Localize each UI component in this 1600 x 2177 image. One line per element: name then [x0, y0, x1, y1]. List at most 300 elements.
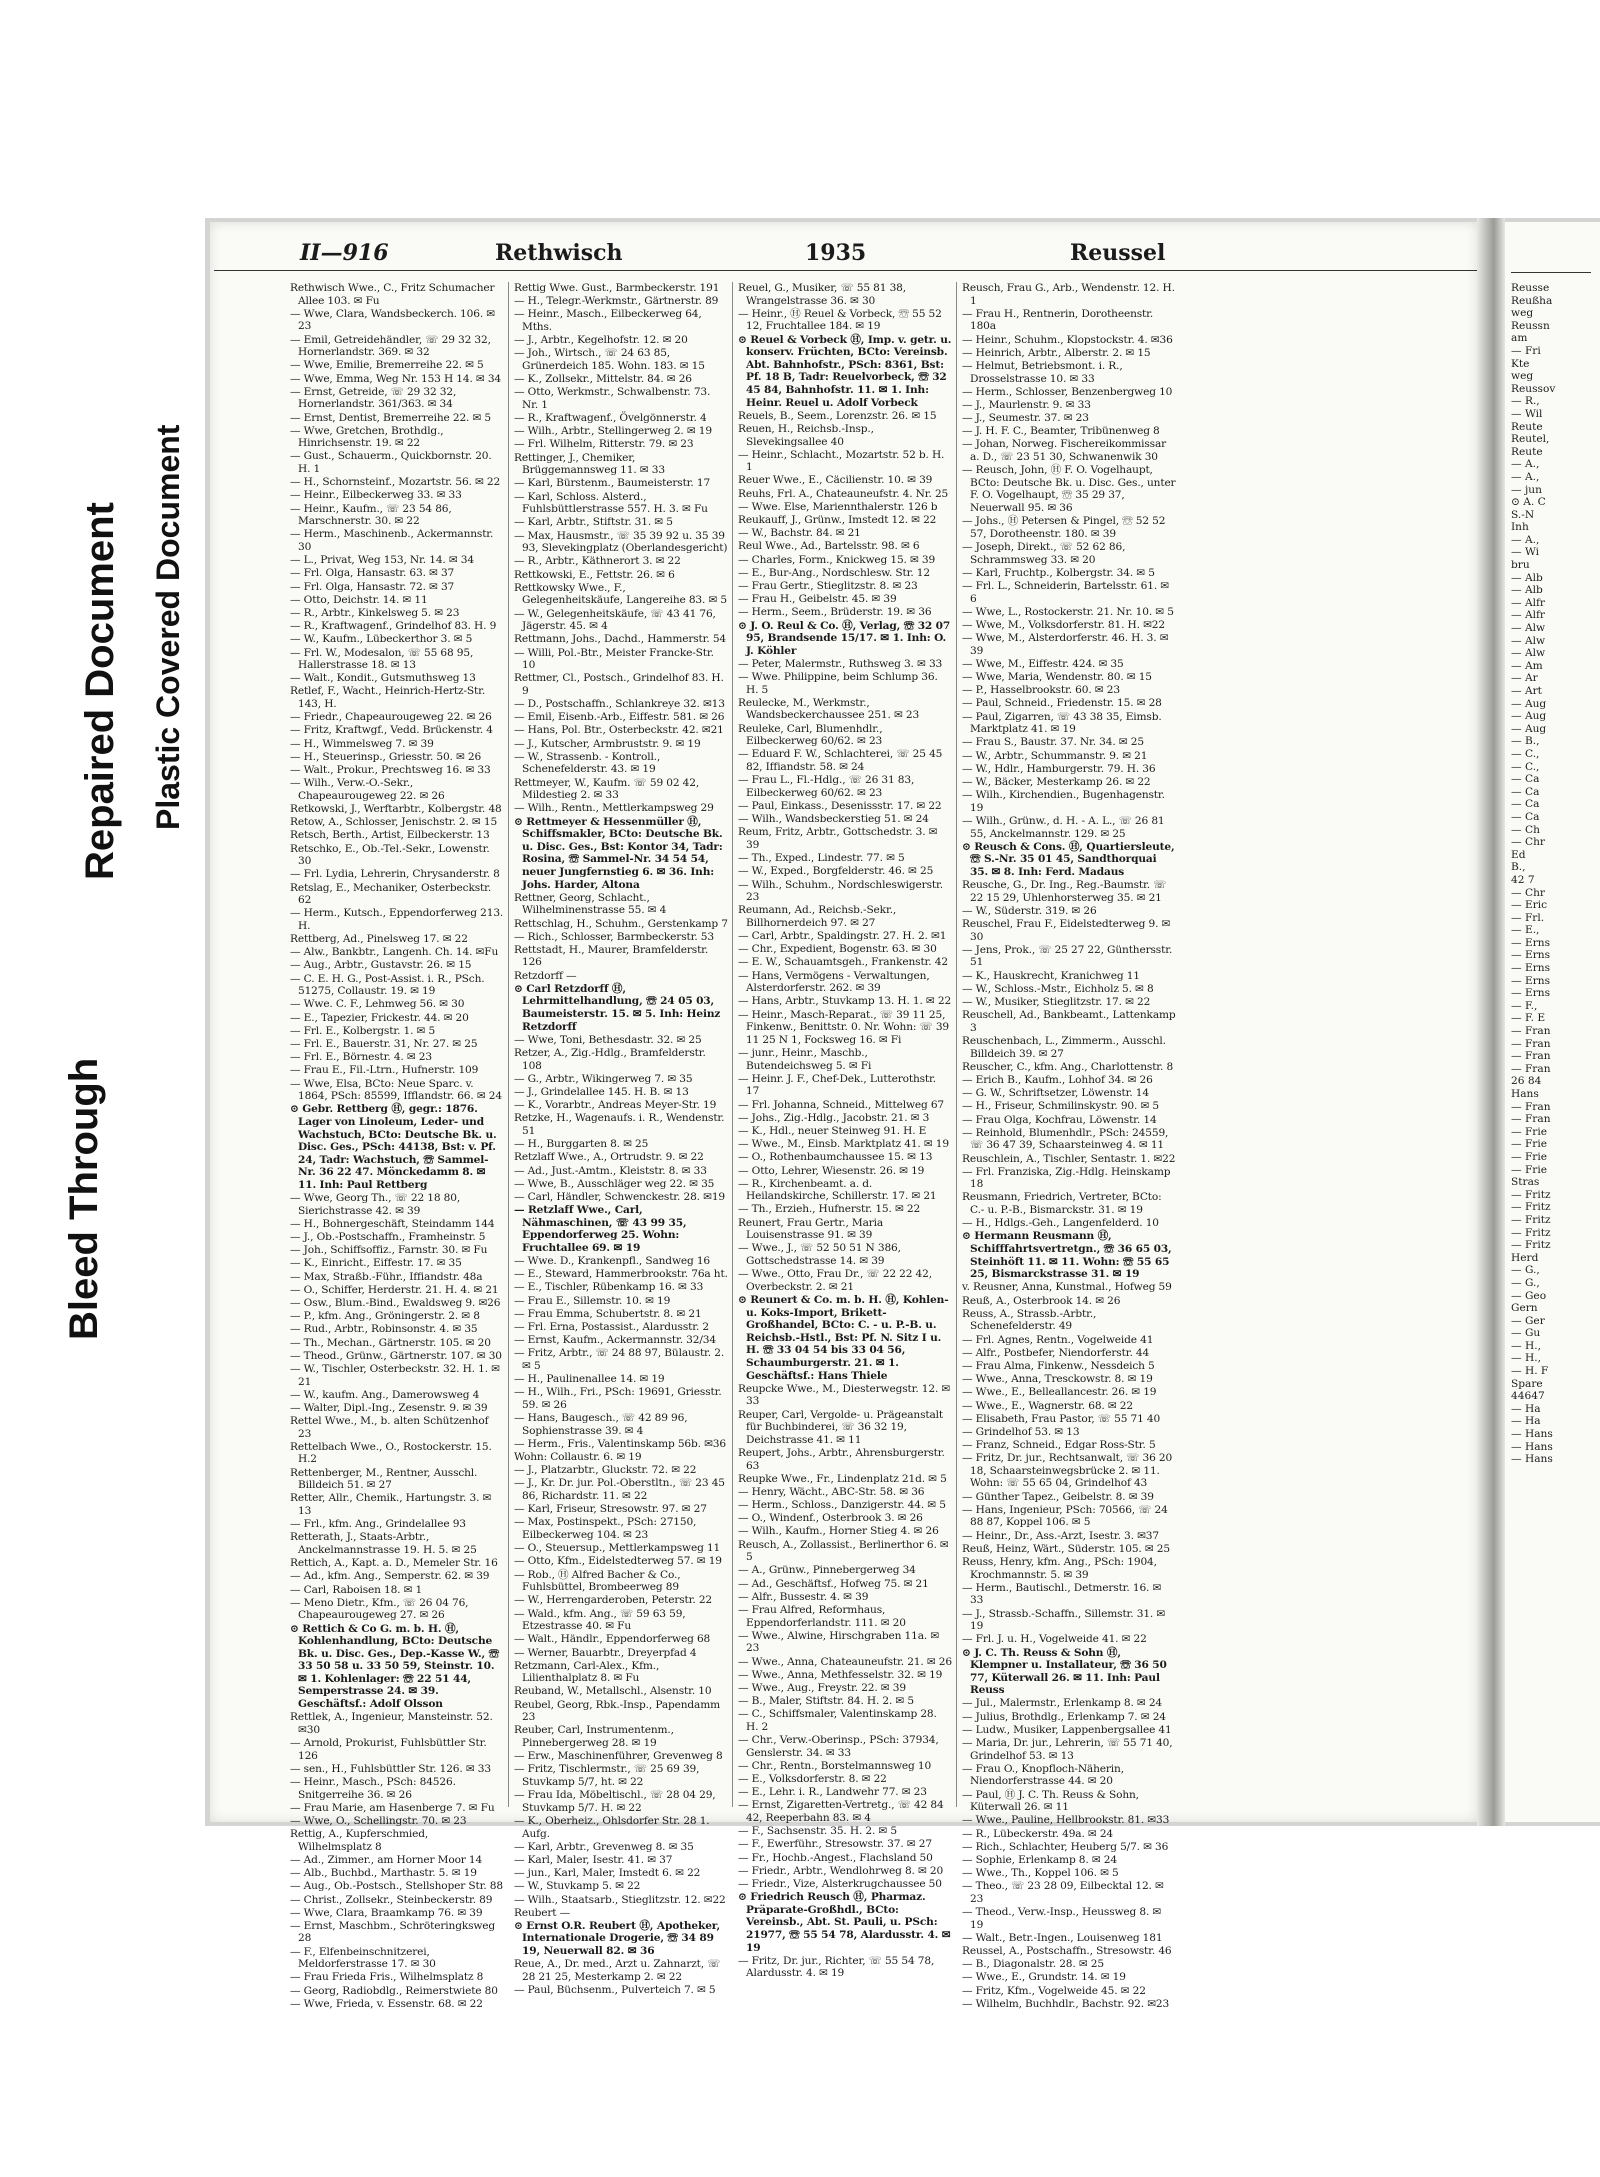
- directory-entry: — Frau E., Fil.-Ltrn., Hufnerstr. 109: [290, 1064, 479, 1077]
- directory-entry: — Joh., Wirtsch., ☏ 24 63 85, Grünerdeich 185. Wohn. 183. ✉ 15: [514, 347, 705, 372]
- directory-entry: — Wwe, Maria, Wendenstr. 80. ✉ 15: [962, 671, 1152, 684]
- header-keyword-right: Reussel: [1070, 240, 1166, 266]
- directory-entry: ⊙ Hermann Reusmann Ⓗ, Schifffahrtsvertretgn., ☏ 36 65 03, Steinhöft 11. ✉ 11. Wohn: ☏ 55 65 25, Bismarckstrasse 31. ✉ 19: [962, 1230, 1172, 1281]
- directory-entry: — Ernst, Getreide, ☏ 29 32 32, Hornerlandstr. 361/363. ✉ 34: [290, 385, 457, 411]
- directory-entry: Reuscher, C., kfm. Ang., Charlottenstr. 8: [962, 1060, 1174, 1073]
- directory-entry: Reusch, Frau G., Arb., Wendenstr. 12. H. 1: [962, 282, 1175, 307]
- directory-entry: — Wwe., M., Einsb. Marktplatz 41. ✉ 19: [738, 1138, 949, 1151]
- directory-entry: Retterath, J., Staats-Arbtr., Anckelmannstrasse 19. H. 5. ✉ 25: [290, 1531, 477, 1556]
- directory-entry: — Herm., Maschinenb., Ackermannstr. 30: [290, 528, 494, 553]
- directory-entry: — Aug: [1511, 722, 1547, 735]
- directory-entry: Reul Wwe., Ad., Bartelsstr. 98. ✉ 6: [738, 540, 920, 553]
- directory-entry: — Herm., Schlosser, Benzenbergweg 10: [962, 385, 1173, 398]
- directory-entry: Retsch, Berth., Artist, Eilbeckerstr. 13: [290, 829, 490, 842]
- directory-entry: — H., Wimmelsweg 7. ✉ 39: [290, 737, 434, 750]
- directory-entry: — Fri: [1511, 344, 1541, 357]
- directory-entry: — W., Tischler, Osterbeckstr. 32. H. 1. ✉21: [290, 1362, 500, 1388]
- directory-entry: — Heinr., Dr., Ass.-Arzt, Isestr. 3. ✉37: [962, 1529, 1159, 1542]
- directory-entry: — H., Telegr.-Werkmstr., Gärtnerstr. 89: [514, 295, 719, 308]
- directory-entry: ⊙ Reunert & Co. m. b. H. Ⓗ, Kohlen- u. Koks-Import, Brikett-Großhandel, BCto: C. - u. P.-B. u. Reichsb.-Hstl., Bst: Pf. N. Sitz I u. H. ☏ 33 04 54 bis 33 04 56, Schaumburgerstr. 21. ✉ 1. Geschäftsf.: Hans Thiele: [738, 1294, 949, 1382]
- directory-entry: — Erich B., Kaufm., Lohhof 34. ✉ 26: [962, 1073, 1153, 1086]
- directory-entry: — Fran: [1511, 1050, 1551, 1063]
- directory-entry: — Ca: [1511, 798, 1540, 811]
- directory-entry: — Walt., Betr.-Ingen., Louisenweg 181: [962, 1931, 1163, 1944]
- directory-entry: — Heinr., Masch., Eilbeckerweg 64, Mths.: [514, 308, 702, 333]
- directory-entry: — E., Steward, Hammerbrookstr. 76a ht.: [514, 1268, 728, 1281]
- directory-entry: — Grindelhof 53. ✉ 13: [962, 1425, 1080, 1438]
- directory-entry: ⊙ Carl Retzdorff Ⓗ, Lehrmittelhandlung, ☏ 24 05 03, Baumeisterstr. 15. ✉ 5. Inh: Heinz Retzdorff: [514, 982, 721, 1033]
- directory-entry: — Wwe., Anna, Tresckowstr. 8. ✉ 19: [962, 1373, 1153, 1386]
- directory-entry: Reunert, Frau Gertr., Maria Louisenstrasse 91. ✉ 39: [738, 1216, 884, 1242]
- page-number: II—916: [300, 240, 389, 266]
- directory-entry: — Johs., Zig.-Hdlg., Jacobstr. 21. ✉ 3: [738, 1111, 930, 1124]
- directory-entry: — Herm., Bautischl., Detmerstr. 16. ✉ 33: [962, 1581, 1162, 1607]
- directory-entry: Reußha: [1511, 294, 1553, 307]
- directory-entry: 44647: [1511, 1390, 1545, 1403]
- directory-entry: — H., Bohnergeschäft, Steindamm 144: [290, 1217, 495, 1230]
- directory-entry: — Frie: [1511, 1125, 1548, 1138]
- directory-entry: Reuleke, Carl, Blumenhdlr., Eilbeckerweg 60/62. ✉ 23: [738, 722, 883, 748]
- directory-entry: Ed: [1511, 848, 1526, 861]
- directory-entry: — W., Exped., Borgfelderstr. 46. ✉ 25: [738, 865, 934, 878]
- directory-entry: — Frl. E., Börnestr. 4. ✉ 23: [290, 1051, 432, 1064]
- directory-entry: Hans: [1511, 1088, 1539, 1100]
- directory-entry: — C.,: [1511, 747, 1540, 760]
- directory-entry: — Wwe, Emilie, Bremerreihe 22. ✉ 5: [290, 359, 484, 372]
- directory-entry: — Paul, Einkass., Desenissstr. 17. ✉ 22: [738, 800, 942, 812]
- directory-entry: — Alfr: [1511, 609, 1545, 622]
- directory-entry: Reuper, Carl, Vergolde- u. Prägeanstalt für Buchbinderei, ☏ 36 32 19, Deichstrasse 41. ✉ 11: [738, 1408, 943, 1446]
- directory-entry: — R., Arbtr., Käthnerort 3. ✉ 22: [514, 555, 681, 568]
- directory-entry: — Heinr., Masch-Reparat., ☏ 39 11 25, Finkenw., Benittstr. 0. Nr. Wohn: ☏ 39 11 25 N 1, Focksweg 16. ✉ Fi: [738, 1008, 949, 1046]
- directory-entry: — Alb: [1511, 571, 1543, 584]
- directory-entry: — Wwe., E., Belleallancestr. 26. ✉ 19: [962, 1386, 1157, 1399]
- directory-entry: Reuel, G., Musiker, ☏ 55 81 38, Wrangelstrasse 36. ✉ 30: [738, 282, 906, 307]
- directory-entry: — R., Lübeckerstr. 49a. ✉ 24: [962, 1827, 1114, 1840]
- directory-entry: — Frau Alfred, Reformhaus, Eppendorferlandstr. 111. ✉ 20: [738, 1603, 906, 1629]
- directory-entry: — Frl. Johanna, Schneid., Mittelweg 67: [738, 1098, 945, 1111]
- directory-entry: ⊙ Ernst O.R. Reubert Ⓗ, Apotheker, Internationale Drogerie, ☏ 34 89 19, Neuerwall 82. ✉ 36: [514, 1919, 720, 1958]
- directory-entry: B.,: [1511, 861, 1526, 874]
- directory-entry: — Wilh., Staatsarb., Stieglitzstr. 12. ✉22: [514, 1893, 726, 1906]
- directory-entry: — Wwe, Toni, Bethesdastr. 32. ✉ 25: [514, 1033, 702, 1046]
- directory-entry: Reulecke, M., Werkmstr., Wandsbeckerchaussee 251. ✉ 23: [738, 696, 920, 722]
- directory-entry: — H., Steuerinsp., Griesstr. 50. ✉ 26: [290, 750, 482, 763]
- directory-entry: — H. F: [1511, 1365, 1549, 1378]
- directory-entry: — W., Bachstr. 84. ✉ 21: [738, 527, 861, 540]
- directory-entry: — Gu: [1511, 1327, 1541, 1340]
- directory-entry: — A.,: [1511, 470, 1540, 483]
- directory-entry: — Frau Gertr., Stieglitzstr. 8. ✉ 23: [738, 579, 918, 592]
- directory-entry: — Chr., Verw.-Oberinsp., PSch: 37934, Genslerstr. 34. ✉ 33: [738, 1734, 939, 1759]
- directory-entry: — E., Tapezier, Frickestr. 44. ✉ 20: [290, 1011, 469, 1024]
- directory-entry: — Frl., kfm. Ang., Grindelallee 93: [290, 1518, 466, 1531]
- directory-entry: — R., Kraftwagenf., Övelgönnerstr. 4: [514, 412, 707, 425]
- directory-entry: Retlef, F., Wacht., Heinrich-Hertz-Str. 143, H.: [290, 685, 486, 711]
- directory-entry: — Frl. Wilhelm, Ritterstr. 79. ✉ 23: [514, 438, 694, 451]
- directory-entry: — E. W., Schauamtsgeh., Frankenstr. 42: [738, 956, 948, 969]
- directory-entry: — Fritz, Kfm., Vogelweide 45. ✉ 22: [962, 1984, 1146, 1997]
- directory-entry: — Arnold, Prokurist, Fuhlsbüttler Str. 126: [290, 1737, 487, 1762]
- directory-entry: — Ha: [1511, 1402, 1541, 1415]
- directory-entry: — E., Volksdorferstr. 8. ✉ 22: [738, 1773, 887, 1786]
- directory-page: [210, 222, 1477, 2010]
- directory-entry: — Alw: [1511, 634, 1546, 647]
- directory-entry: Reuber, Carl, Instrumentenm., Pinnebergerweg 28. ✉ 19: [514, 1724, 674, 1750]
- directory-entry: — Otto, Deichstr. 14. ✉ 11: [290, 593, 428, 606]
- directory-entry: — Rob., Ⓗ Alfred Bacher & Co., Fuhlsbüttel, Brombeerweg 89: [514, 1568, 681, 1594]
- book-gutter: [1477, 218, 1505, 1826]
- adjacent-page-column: [1511, 282, 1599, 1466]
- directory-entry: — Frau Marie, am Hasenberge 7. ✉ Fu: [290, 1801, 495, 1814]
- directory-entry: — Wilh., Wandsbeckerstieg 51. ✉ 24: [738, 813, 929, 826]
- directory-entry: — Wil: [1511, 407, 1543, 420]
- directory-entry: 26 84: [1511, 1075, 1542, 1088]
- directory-entry: — Rich., Schlosser, Barmbeckerstr. 53: [514, 930, 714, 943]
- directory-entry: — Frie: [1511, 1163, 1548, 1176]
- directory-entry: — Karl, Maler, Isestr. 41. ✉ 37: [514, 1853, 673, 1866]
- directory-entry: — Wwe., E., Grundstr. 14. ✉ 19: [962, 1971, 1126, 1984]
- directory-entry: — Wwe, Emma, Weg Nr. 153 H 14. ✉ 34: [290, 372, 502, 385]
- directory-entry: — H.,: [1511, 1339, 1541, 1352]
- directory-entry: — Frl. Olga, Hansastr. 72. ✉ 37: [290, 580, 455, 593]
- directory-entry: ⊙ Reuel & Vorbeck Ⓗ, Imp. v. getr. u. konserv. Früchten, BCto: Vereinsb. Abt. Bahnhofstr., PSch: 8361, Bst: Pf. 18 B, Tadr: Reuelvorbeck, ☏ 32 45 84, Bahnhofstr. 11. ✉ 1. Inh: Heinr. Reuel u. Adolf Vorbeck: [738, 333, 952, 409]
- directory-entry: Reubel, Georg, Rbk.-Insp., Papendamm 23: [514, 1698, 721, 1724]
- directory-entry: — Wwe, L., Rostockerstr. 21. Nr. 10. ✉ 5: [962, 605, 1174, 618]
- directory-entry: — Ch: [1511, 823, 1540, 836]
- directory-entry: — Frl. Lydia, Lehrerin, Chrysanderstr. 8: [290, 868, 500, 881]
- directory-entry: Rettner, Georg, Schlacht., Wilhelminenstrasse 55. ✉ 4: [514, 891, 667, 917]
- directory-entry: — Walt., Prokur., Prechtsweg 16. ✉ 33: [290, 764, 491, 776]
- directory-entry: — Karl, Schloss. Alsterd., Fuhlsbüttlerstrasse 557. H. 3. ✉ Fu: [514, 490, 708, 516]
- directory-entry: ⊙ Reusch & Cons. Ⓗ, Quartiersleute, ☏ S.-Nr. 35 01 45, Sandthorquai 35. ✉ 8. Inh: Ferd. Madaus: [962, 840, 1175, 878]
- directory-entry: — Wilh., Rentn., Mettlerkampsweg 29: [514, 802, 714, 815]
- directory-entry: — Friedr., Chapeaurougeweg 22. ✉ 26: [290, 711, 492, 724]
- directory-entry: — C.,: [1511, 760, 1540, 773]
- directory-entry: — junr., Heinr., Maschb., Butendeichsweg 5. ✉ Fi: [738, 1047, 872, 1072]
- directory-entry: Reumann, Ad., Reichsb.-Sekr., Billhornerdeich 97. ✉ 27: [738, 904, 897, 929]
- directory-entry: — Frau L., Fl.-Hdlg., ☏ 26 31 83, Eilbeckerweg 60/62. ✉ 23: [738, 774, 915, 799]
- directory-entry: — J., Seumestr. 37. ✉ 23: [962, 412, 1089, 425]
- directory-entry: — Wwe. Philippine, beim Schlump 36. H. 5: [738, 671, 938, 696]
- directory-entry: Rettelbach Wwe., O., Rostockerstr. 15. H.2: [290, 1440, 492, 1466]
- directory-entry: — Paul, Büchsenm., Pulverteich 7. ✉ 5: [514, 1984, 716, 1997]
- directory-entry: — Hans, Ingenieur, PSch: 70566, ☏ 24 88 87, Koppel 106. ✉ 5: [962, 1503, 1168, 1529]
- directory-entry: — Ernst, Kaufm., Ackermannstr. 32/34: [514, 1334, 716, 1347]
- directory-entry: — E., Tischler, Rübenkamp 16. ✉ 33: [514, 1281, 704, 1294]
- directory-entry: — Alfr., Bussestr. 4. ✉ 39: [738, 1590, 869, 1603]
- directory-entry: — O., Steuersup., Mettlerkampsweg 11: [514, 1542, 721, 1555]
- directory-entry: Retzdorff —: [514, 969, 577, 982]
- directory-entry: Rettberg, Ad., Pinelsweg 17. ✉ 22: [290, 933, 468, 946]
- directory-entry: — L., Privat, Weg 153, Nr. 14. ✉ 34: [290, 554, 474, 567]
- directory-entry: — G., Arbtr., Wikingerweg 7. ✉ 35: [514, 1072, 693, 1085]
- directory-entry: — Wald., kfm. Ang., ☏ 59 63 59, Etzestrasse 40. ✉ Fu: [514, 1607, 686, 1633]
- directory-entry: — R., Kirchenbeamt. a. d. Heilandskirche, Schillerstr. 17. ✉ 21: [738, 1177, 937, 1203]
- directory-entry: — Ernst, Dentist, Bremerreihe 22. ✉ 5: [290, 411, 491, 424]
- directory-entry: Reute: [1511, 445, 1543, 458]
- directory-entry: — Emil, Getreidehändler, ☏ 29 32 32, Hornerlandstr. 369. ✉ 32: [290, 333, 491, 359]
- directory-entry: — Frau H., Rentnerin, Dorotheenstr. 180a: [962, 307, 1154, 333]
- directory-entry: — Franz, Schneid., Edgar Ross-Str. 5: [962, 1439, 1156, 1452]
- directory-entry: — Heinr., Eilbeckerweg 33. ✉ 33: [290, 489, 462, 502]
- directory-entry: — W., Gelegenheitskäufe, ☏ 43 41 76, Jägerstr. 45. ✉ 4: [514, 607, 716, 633]
- directory-entry: Reubert —: [514, 1906, 571, 1919]
- directory-entry: — Karl, Arbtr., Grevenweg 8. ✉ 35: [514, 1840, 694, 1853]
- directory-entry: — Friedr., Arbtr., Wendlohrweg 8. ✉ 20: [738, 1864, 944, 1877]
- directory-entry: Spare: [1511, 1377, 1543, 1390]
- directory-entry: — Max, Postinspekt., PSch: 27150, Eilbeckerweg 104. ✉ 23: [514, 1516, 697, 1541]
- directory-entry: Retzmann, Carl-Alex., Kfm., Lilienthalplatz 8. ✉ Fu: [514, 1659, 660, 1685]
- directory-entry: Reuss, A., Strassb.-Arbtr., Schenefelderstr. 49: [962, 1307, 1097, 1333]
- directory-entry: — Elisabeth, Frau Pastor, ☏ 55 71 40: [962, 1412, 1161, 1425]
- directory-entry: — Hans, Arbtr., Stuvkamp 13. H. 1. ✉ 22: [738, 995, 952, 1008]
- directory-entry: Inh: [1511, 521, 1529, 534]
- directory-entry: Reum, Fritz, Arbtr., Gottschedstr. 3. ✉ 39: [738, 826, 938, 851]
- directory-entry: Rettig, A., Kupferschmied, Wilhelmsplatz 8: [290, 1828, 429, 1853]
- directory-entry: — Herm., Schloss., Danzigerstr. 44. ✉ 5: [738, 1499, 946, 1512]
- directory-entry: — J., Grindelallee 145. H. B. ✉ 13: [514, 1085, 689, 1098]
- directory-column-3: [738, 282, 952, 1980]
- directory-entry: — Karl, Arbtr., Stiftstr. 31. ✉ 5: [514, 516, 673, 529]
- directory-entry: — Frl. W., Modesalon, ☏ 55 68 95, Hallerstrasse 18. ✉ 13: [290, 646, 474, 672]
- directory-entry: — Carl, Händler, Schwenckestr. 28. ✉19: [514, 1190, 726, 1203]
- directory-entry: — Wwe., Otto, Frau Dr., ☏ 22 22 42, Overbeckstr. 2. ✉ 21: [738, 1268, 932, 1293]
- directory-entry: — Wilh., Arbtr., Stellingerweg 2. ✉ 19: [514, 425, 712, 438]
- directory-entry: — J., Arbtr., Kegelhofstr. 12. ✉ 20: [514, 334, 688, 347]
- adjacent-page: [1505, 222, 1600, 1822]
- directory-entry: — Günther Tapez., Geibelstr. 8. ✉ 39: [962, 1490, 1154, 1503]
- directory-entry: Reussov: [1511, 382, 1556, 395]
- plastic-covered-label: Plastic Covered Document: [150, 424, 186, 830]
- directory-entry: — J., Maurlenstr. 9. ✉ 33: [962, 398, 1091, 411]
- directory-entry: — Frie: [1511, 1138, 1548, 1151]
- directory-entry: Rettmer, Cl., Postsch., Grindelhof 83. H. 9: [514, 672, 724, 697]
- directory-entry: — Fritz: [1511, 1201, 1551, 1214]
- directory-entry: — K., Vorarbtr., Andreas Meyer-Str. 19: [514, 1099, 717, 1112]
- directory-entry: Retslag, E., Mechaniker, Osterbeckstr. 62: [290, 881, 492, 907]
- column-divider: [508, 282, 509, 1807]
- directory-entry: Reuß, Heinz, Wärt., Süderstr. 105. ✉ 25: [962, 1542, 1170, 1555]
- directory-entry: — Carl, Arbtr., Spaldingstr. 27. H. 2. ✉1: [738, 930, 947, 943]
- directory-entry: — Fr., Hochb.-Angest., Flachsland 50: [738, 1851, 933, 1864]
- directory-entry: Reusche, G., Dr. Ing., Reg.-Baumstr. ☏ 22 15 29, Uhlenhorsterweg 35. ✉ 21: [962, 879, 1167, 904]
- directory-entry: — Frau Olga, Kochfrau, Löwenstr. 14: [962, 1113, 1157, 1126]
- directory-entry: — Paul, Ⓗ J. C. Th. Reuss & Sohn, Küterwall 26. ✉ 11: [962, 1788, 1139, 1814]
- directory-entry: — Heinr., Schlacht., Mozartstr. 52 b. H. 1: [738, 448, 945, 474]
- directory-entry: — Eduard F. W., Schlachterei, ☏ 25 45 82, Iffiandstr. 58. ✉ 24: [738, 748, 943, 774]
- directory-entry: — Frau E., Sillemstr. 10. ✉ 19: [514, 1294, 671, 1307]
- directory-entry: — sen., H., Fuhlsbüttler Str. 126. ✉ 33: [290, 1762, 491, 1775]
- directory-entry: — Ad., Just.-Amtm., Kleiststr. 8. ✉ 33: [514, 1164, 707, 1177]
- directory-entry: — Wwe., Alwine, Hirschgraben 11a. ✉ 23: [738, 1629, 940, 1655]
- directory-entry: — Wilh., Verw.-O.-Sekr., Chapeaurougeweg 22. ✉ 26: [290, 777, 445, 802]
- directory-entry: — Wwe, M., Eiffestr. 424. ✉ 35: [962, 657, 1124, 670]
- directory-entry: — W., Strassenb. - Kontroll., Schenefelderstr. 43. ✉ 19: [514, 750, 661, 776]
- directory-entry: — F.,: [1511, 999, 1538, 1012]
- directory-entry: v. Reusner, Anna, Kunstmal., Hofweg 59: [962, 1281, 1172, 1294]
- directory-entry: — W., Bäcker, Mesterkamp 26. ✉ 22: [962, 776, 1151, 788]
- directory-entry: — Frl. Erna, Postassist., Alardusstr. 2: [514, 1320, 709, 1333]
- directory-entry: — Frl. J. u. H., Vogelweide 41. ✉ 22: [962, 1633, 1147, 1646]
- directory-entry: — Aug., Arbtr., Gustavstr. 26. ✉ 15: [290, 959, 472, 972]
- header-keyword-left: Rethwisch: [495, 240, 623, 266]
- column-divider: [732, 282, 733, 1807]
- directory-entry: Herd: [1511, 1251, 1539, 1264]
- directory-entry: — Georg, Radiobdlg., Reimerstwiete 80: [290, 1984, 498, 1997]
- directory-entry: Reuhs, Frl. A., Chateauneufstr. 4. Nr. 25: [738, 487, 949, 500]
- directory-entry: — Hans, Vermögens - Verwaltungen, Alsterdorferstr. 262. ✉ 39: [738, 969, 930, 995]
- directory-entry: — W., Süderstr. 319. ✉ 26: [962, 904, 1097, 917]
- directory-entry: ⊙ A. C: [1511, 496, 1546, 509]
- directory-entry: — W., Kaufm., Lübeckerthor 3. ✉ 5: [290, 633, 473, 646]
- directory-entry: — Wilh., Schuhm., Nordschleswigerstr. 23: [738, 878, 943, 904]
- directory-entry: — Otto, Kfm., Eidelstedterweg 57. ✉ 19: [514, 1555, 722, 1568]
- directory-entry: — Ad., Zimmer., am Horner Moor 14: [290, 1853, 483, 1866]
- directory-entry: — J., Ob.-Postschaffn., Framheinstr. 5: [290, 1231, 486, 1244]
- directory-entry: — Otto, Werkmstr., Schwalbenstr. 73. Nr. 1: [514, 386, 711, 411]
- directory-entry: Reue, A., Dr. med., Arzt u. Zahnarzt, ☏ 28 21 25, Mesterkamp 2. ✉ 22: [514, 1958, 721, 1983]
- directory-entry: ⊙ J. C. Th. Reuss & Sohn Ⓗ, Klempner u. Installateur, ☏ 36 50 77, Küterwall 26. ✉ 11. Inh: Paul Reuss: [962, 1646, 1167, 1697]
- directory-entry: — Max, Hausmstr., ☏ 35 39 92 u. 35 39 93, Slevekingplatz (Oberlandesgericht): [514, 529, 728, 555]
- directory-entry: Rettkowski, E., Fettstr. 26. ✉ 6: [514, 568, 675, 581]
- directory-entry: — Th., Erzieh., Hufnerstr. 15. ✉ 22: [738, 1203, 921, 1216]
- directory-entry: — Fritz, Dr. jur., Rechtsanwalt, ☏ 36 20 18, Schaarsteinwegsbrücke 2. ✉ 11. Wohn: ☏ 55 65 04, Grindelhof 43: [962, 1452, 1173, 1490]
- directory-entry: — Ca: [1511, 810, 1540, 823]
- directory-entry: — Alb: [1511, 584, 1543, 597]
- directory-entry: — G.,: [1511, 1276, 1540, 1289]
- directory-entry: Reusmann, Friedrich, Vertreter, BCto: C.- u. P.-B., Bismarckstr. 31. ✉ 19: [962, 1191, 1162, 1217]
- page-header: [210, 232, 1477, 272]
- directory-entry: — Wwe., J., ☏ 52 50 51 N 386, Gottschedstrasse 14. ✉ 39: [738, 1242, 901, 1268]
- directory-entry: Reuschenbach, L., Zimmerm., Ausschl. Billdeich 39. ✉ 27: [962, 1035, 1166, 1060]
- directory-entry: — Johan, Norweg. Fischereikommissar a. D., ☏ 23 51 30, Schwanenwik 30: [962, 438, 1167, 464]
- directory-entry: — Ernst, Maschbm., Schröteringksweg 28: [290, 1919, 496, 1945]
- directory-entry: — Fritz, Arbtr., ☏ 24 88 97, Bülaustr. 2. ✉ 5: [514, 1347, 725, 1372]
- directory-entry: bru: [1511, 559, 1530, 572]
- directory-entry: — Frau Frieda Fris., Wilhelmsplatz 8: [290, 1971, 484, 1984]
- directory-entry: — Erns: [1511, 974, 1551, 987]
- directory-entry: Rettmann, Johs., Dachd., Hammerstr. 54: [514, 633, 727, 646]
- directory-entry: ⊙ Friedrich Reusch Ⓗ, Pharmaz. Präparate-Großhdl., BCto: Vereinsb., Abt. St. Pauli, u. PSch: 21977, ☏ 55 54 78, Alardusstr. 4. ✉ 19: [738, 1891, 951, 1954]
- directory-entry: — C., Schiffsmaler, Valentinskamp 28. H. 2: [738, 1708, 937, 1733]
- directory-entry: — Osw., Blum.-Bind., Ewaldsweg 9. ✉26: [290, 1296, 501, 1309]
- directory-entry: Reuß, A., Osterbrook 14. ✉ 26: [962, 1294, 1121, 1307]
- directory-entry: — Henry, Wächt., ABC-Str. 58. ✉ 36: [738, 1485, 925, 1498]
- directory-entry: Retter, Allr., Chemik., Hartungstr. 3. ✉13: [290, 1492, 492, 1517]
- directory-entry: — Wwe. Else, Mariennthalerstr. 126 b: [738, 500, 938, 513]
- directory-entry: — Helmut, Betriebsmont. i. R., Drosselstrasse 10. ✉ 33: [962, 359, 1123, 385]
- directory-entry: Reuen, H., Reichsb.-Insp., Slevekingsallee 40: [738, 422, 874, 448]
- directory-entry: Reuschell, Ad., Bankbeamt., Lattenkamp 3: [962, 1009, 1176, 1034]
- directory-entry: Retow, A., Schlosser, Jenischstr. 2. ✉ 15: [290, 816, 498, 829]
- directory-entry: Reuband, W., Metallschl., Alsenstr. 10: [514, 1685, 712, 1698]
- directory-entry: — Theod., Grünw., Gärtnerstr. 107. ✉ 30: [290, 1349, 502, 1362]
- directory-entry: — Willi, Pol.-Btr., Meister Francke-Str. 10: [514, 646, 714, 672]
- directory-entry: — B., Diagonalstr. 28. ✉ 25: [962, 1958, 1104, 1971]
- directory-entry: — Rich., Schlachter, Heuberg 5/7. ✉ 36: [962, 1840, 1169, 1853]
- directory-entry: — W., Arbtr., Schummanstr. 9. ✉ 21: [962, 749, 1148, 762]
- directory-entry: — R., Arbtr., Kinkelsweg 5. ✉ 23: [290, 606, 460, 619]
- directory-entry: — H., Wilh., Fri., PSch: 19691, Griesstr. 59. ✉ 26: [514, 1386, 722, 1411]
- directory-entry: — Otto, Lehrer, Wiesenstr. 26. ✉ 19: [738, 1164, 925, 1177]
- directory-entry: Rettschlag, H., Schuhm., Gerstenkamp 7: [514, 917, 728, 930]
- directory-entry: — Fritz: [1511, 1226, 1551, 1239]
- directory-entry: — Peter, Malermstr., Ruthsweg 3. ✉ 33: [738, 657, 943, 670]
- directory-entry: — Alw: [1511, 647, 1546, 660]
- directory-entry: — Wwe, Georg Th., ☏ 22 18 80, Sierichstrasse 42. ✉ 39: [290, 1192, 461, 1217]
- directory-entry: — E.,: [1511, 924, 1540, 937]
- directory-entry: — H., Burggarten 8. ✉ 25: [514, 1138, 649, 1151]
- directory-entry: — Max, Straßb.-Führ., Iffiandstr. 48a: [290, 1270, 483, 1283]
- directory-entry: — Julius, Brothdlg., Erlenkamp 7. ✉ 24: [962, 1710, 1166, 1723]
- directory-entry: — A., Grünw., Pinnebergerweg 34: [738, 1564, 916, 1577]
- directory-entry: — K., Hdl., neuer Steinweg 91. H. E: [738, 1124, 927, 1137]
- directory-entry: — Frie: [1511, 1150, 1548, 1163]
- directory-entry: Reupke Wwe., Fr., Lindenplatz 21d. ✉ 5: [738, 1472, 947, 1485]
- directory-entry: — Walter, Dipl.-Ing., Zesenstr. 9. ✉ 39: [290, 1401, 488, 1414]
- directory-entry: — Hans: [1511, 1440, 1553, 1453]
- directory-entry: — H., Hdlgs.-Geh., Langenfelderd. 10: [962, 1217, 1159, 1230]
- directory-entry: — Fritz: [1511, 1239, 1551, 1252]
- directory-entry: — Erns: [1511, 987, 1551, 1000]
- directory-entry: — Paul, Schneid., Friedenstr. 15. ✉ 28: [962, 697, 1162, 710]
- directory-entry: Retzke, H., Wagenaufs. i. R., Wendenstr. 51: [514, 1112, 725, 1137]
- directory-entry: — Maria, Dr. jur., Lehrerin, ☏ 55 71 40, Grindelhof 53. ✉ 13: [962, 1737, 1173, 1762]
- directory-entry: — Aug: [1511, 710, 1547, 723]
- directory-entry: — Am: [1511, 659, 1543, 672]
- directory-entry: — Erns: [1511, 936, 1551, 949]
- directory-entry: — Meno Dietr., Kfm., ☏ 26 04 76, Chapeaurougeweg 27. ✉ 26: [290, 1596, 469, 1622]
- directory-entry: — Charles, Form., Knickweg 15. ✉ 39: [738, 553, 936, 566]
- directory-entry: — K., Hauskrecht, Kranichweg 11: [962, 969, 1140, 982]
- directory-entry: — W., Schloss.-Mstr., Eichholz 5. ✉ 8: [962, 982, 1154, 995]
- directory-entry: — E., Lehr. i. R., Landwehr 77. ✉ 23: [738, 1786, 927, 1799]
- directory-entry: Reusch, A., Zollassist., Berlinerthor 6. ✉ 5: [738, 1538, 949, 1564]
- directory-entry: — Frl. Franziska, Zig.-Hdlg. Heinskamp 18: [962, 1165, 1171, 1191]
- directory-entry: ⊙ Rettmeyer & Hessenmüller Ⓗ, Schiffsmakler, BCto: Deutsche Bk. u. Disc. Ges., Bst: Kontor 34, Tadr: Rosina, ☏ Sammel-Nr. 34 54 54, neuer Jungfernstieg 6. ✉ 36. Inh: Johs. Harder, Altona: [514, 815, 723, 891]
- directory-entry: — Wi: [1511, 546, 1540, 559]
- directory-entry: — Heinr., Masch., PSch: 84526. Snitgerreihe 36. ✉ 26: [290, 1776, 456, 1801]
- directory-entry: — Frl. Olga, Hansastr. 63. ✉ 37: [290, 567, 455, 580]
- directory-entry: Rettstadt, H., Maurer, Bramfelderstr. 126: [514, 943, 709, 969]
- directory-entry: — Rud., Arbtr., Robinsonstr. 4. ✉ 35: [290, 1323, 478, 1336]
- directory-entry: — Walt., Händlr., Eppendorferweg 68: [514, 1633, 711, 1646]
- directory-entry: — Wwe, M., Alsterdorferstr. 46. H. 3. ✉39: [962, 632, 1169, 657]
- directory-entry: — Fritz, Dr. jur., Richter, ☏ 55 54 78, Alardusstr. 4. ✉ 19: [738, 1954, 935, 1980]
- directory-entry: Rethwisch Wwe., C., Fritz Schumacher Allee 103. ✉ Fu: [290, 282, 495, 307]
- directory-entry: — Wwe. C. F., Lehmweg 56. ✉ 30: [290, 998, 465, 1011]
- directory-entry: — Alb., Buchbd., Marthastr. 5. ✉ 19: [290, 1867, 477, 1880]
- directory-entry: — Fran: [1511, 1062, 1551, 1075]
- directory-entry: Reussel, A., Postschaffn., Stresowstr. 46: [962, 1945, 1172, 1958]
- directory-entry: — Walt., Kondit., Gutsmuthsweg 13: [290, 672, 476, 685]
- directory-entry: Reuer Wwe., E., Cäcilienstr. 10. ✉ 39: [738, 474, 933, 487]
- directory-entry: — Johs., Ⓗ Petersen & Pingel, ☏ 52 52 57, Dorotheenstr. 180. ✉ 39: [962, 515, 1166, 540]
- directory-entry: — Wwe. D., Krankenpfl., Sandweg 16: [514, 1255, 711, 1268]
- directory-entry: — J., Strassb.-Schaffn., Sillemstr. 31. ✉19: [962, 1607, 1166, 1633]
- directory-entry: — Ger: [1511, 1314, 1545, 1327]
- directory-entry: — Joseph, Direkt., ☏ 52 62 86, Schrammsweg 33. ✉ 20: [962, 541, 1126, 566]
- directory-entry: — G. W., Schriftsetzer, Löwenstr. 14: [962, 1087, 1149, 1100]
- directory-entry: — O., Windenf., Osterbrook 3. ✉ 26: [738, 1512, 923, 1525]
- directory-entry: — C. E. H. G., Post-Assist. i. R., PSch. 51275, Collaustr. 19. ✉ 19: [290, 972, 485, 998]
- directory-entry: — Wwe, M., Volksdorferstr. 81. H. ✉22: [962, 618, 1165, 631]
- directory-entry: — H., Schornsteinf., Mozartstr. 56. ✉ 22: [290, 476, 501, 489]
- directory-entry: — W., Herrengarderoben, Peterstr. 22: [514, 1594, 713, 1607]
- directory-entry: — Frau Alma, Finkenw., Nessdeich 5: [962, 1359, 1155, 1372]
- directory-entry: Rettich, A., Kapt. a. D., Memeler Str. 16: [290, 1557, 498, 1570]
